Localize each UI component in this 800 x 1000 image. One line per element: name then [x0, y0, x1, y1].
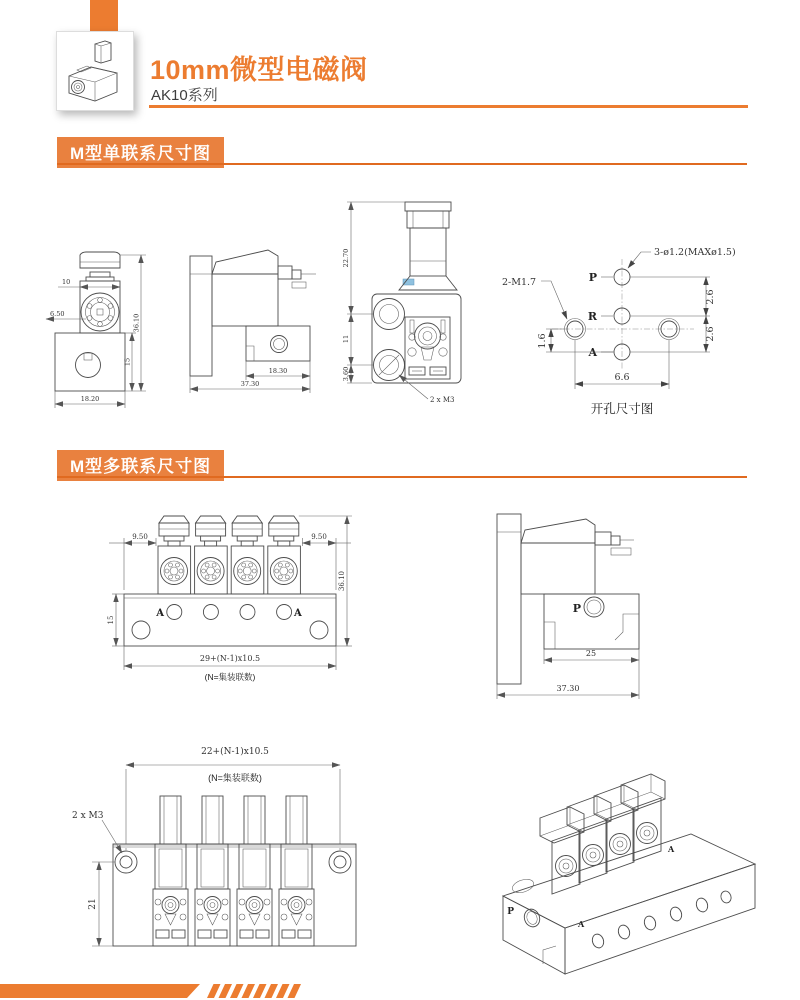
dim-label: 25 — [585, 649, 597, 658]
dim-label: 3.60 — [342, 366, 350, 382]
section-heading-manifold: M型多联系尺寸图 — [57, 450, 224, 481]
dim-label: 9.50 — [311, 533, 327, 541]
drawing-manifold-front-view — [99, 494, 391, 696]
valve-units — [158, 516, 300, 594]
drill-note-label: 3-ø1.2(MAXø1.5) — [654, 247, 736, 258]
formula-note: (N=集装联数) — [208, 773, 262, 783]
dim-label: 36.10 — [338, 570, 346, 592]
thread-note-label: 2-M1.7 — [502, 277, 537, 288]
screw-note-label: 2 x M3 — [430, 396, 455, 404]
formula-note: (N=集装联数) — [204, 672, 256, 682]
port-label-a: A — [588, 346, 597, 359]
dim-label: 1.6 — [537, 333, 548, 349]
section-rule-single — [57, 163, 747, 165]
dim-label: 9.50 — [132, 533, 148, 541]
footer-stripes — [0, 984, 800, 998]
section-rule-manifold — [57, 476, 747, 478]
drawing-single-top-view — [333, 184, 488, 424]
drawing-manifold-side-view — [474, 494, 691, 706]
dim-label: 6.6 — [614, 372, 630, 383]
dim-label: 18.20 — [80, 395, 100, 403]
product-thumbnail — [56, 31, 134, 111]
dim-label: 11 — [342, 334, 350, 344]
hole-layout-caption: 开孔尺寸图 — [590, 402, 654, 416]
page-series: AK10系列 — [151, 87, 218, 104]
iso-port-label-p: P — [507, 907, 514, 917]
port-label-p: P — [588, 271, 597, 284]
drawing-manifold-isometric-view — [448, 728, 782, 982]
header-rule — [149, 105, 748, 108]
dim-label: 18.30 — [268, 367, 288, 375]
section-heading-single: M型单联系尺寸图 — [57, 137, 224, 168]
iso-port-label-a-top: A — [668, 844, 675, 854]
dim-label: 22.70 — [342, 248, 350, 268]
drawing-hole-layout — [494, 217, 786, 419]
dim-label: 37.30 — [240, 380, 260, 388]
port-label-r: R — [587, 310, 597, 323]
dim-label: 29+(N-1)x10.5 — [199, 654, 261, 663]
iso-valve-units — [540, 774, 665, 894]
valve-unit-bottoms — [153, 796, 314, 946]
drawing-manifold-bottom-view — [58, 734, 382, 978]
dim-label: 10 — [62, 278, 71, 286]
indicator-highlight — [403, 279, 414, 285]
dim-label: 2.6 — [705, 326, 716, 342]
port-label-a-left: A — [156, 608, 164, 619]
page-title: 10mm微型电磁阀 — [150, 55, 368, 85]
dim-label: 22+(N-1)x10.5 — [201, 747, 269, 757]
dim-label: 37.30 — [556, 684, 580, 693]
drawing-single-front-view — [28, 186, 178, 421]
product-thumbnail-image — [57, 32, 131, 108]
dim-label: 15 — [107, 615, 115, 625]
port-label-a-right: A — [294, 608, 302, 619]
screw-note-label: 2 x M3 — [72, 811, 104, 821]
dim-label: 6.50 — [50, 310, 65, 318]
dim-label: 36.10 — [132, 313, 141, 333]
drawing-single-side-view — [182, 186, 332, 421]
iso-port-label-a-front: A — [578, 919, 585, 929]
dim-label: 15 — [123, 357, 132, 367]
port-label-p: P — [572, 602, 581, 615]
dim-label: 21 — [88, 898, 98, 910]
dim-label: 2.6 — [705, 289, 716, 305]
